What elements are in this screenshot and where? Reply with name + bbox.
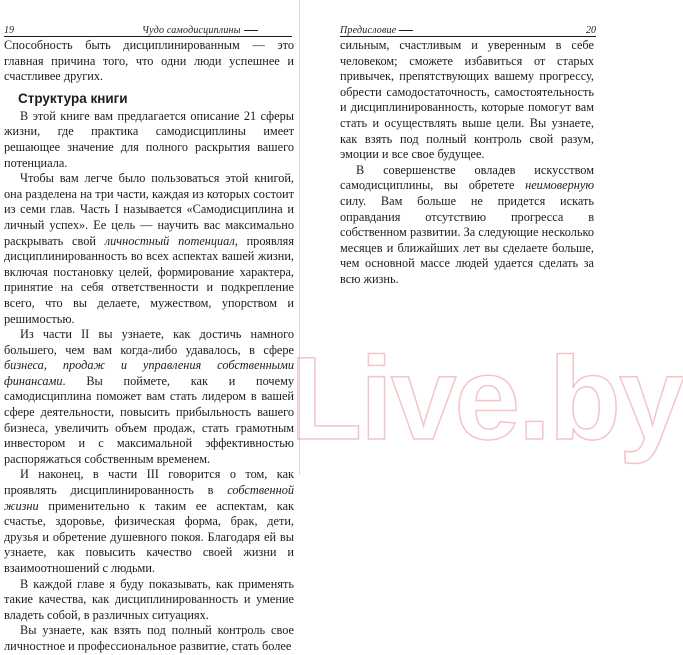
paragraph: Из части II вы узнаете, как достичь намного большего, чем вам когда-либо удавалось, в сфере бизнеса, продаж и управления собственными финансами. Вы поймете, как и почему самодисциплина поможет вам стать лидером в вашей сфере деятельности, повысить прибыльность вашего бизнеса, увеличить объем продаж, стать грамотным инвестором и с максимальной эффективностью распоряжаться собственным временем.	[4, 327, 294, 466]
left-page	[0, 0, 300, 653]
watermark: Live.by	[290, 333, 683, 465]
section-heading: Структура книги	[18, 90, 128, 106]
header-rule	[340, 36, 596, 37]
paragraph: В каждой главе я буду показывать, как применять такие качества, как дисциплинированность и умение владеть собой, в различных ситуациях.	[4, 576, 294, 622]
paragraph: В этой книге вам предлагается описание 21 сферы жизни, где практика самодисциплины имеет решающее значение для полного раскрытия вашего потенциала.	[4, 108, 294, 170]
page-number: 20	[586, 25, 596, 36]
running-title: Предисловие	[340, 26, 416, 36]
paragraph: И наконец, в части III говорится о том, как проявлять дисциплинированность в собственной жизни применительно к таким ее аспектам, как счастье, здоровье, физическая форма, брак, дети, друзья и обретение душевного покоя. Благодаря ей вы узнаете, как повысить качество своей жизни и взаимоотношений с людьми.	[4, 467, 294, 575]
paragraph: Чтобы вам легче было пользоваться этой книгой, она разделена на три части, каждая из которых состоит из семи глав. Часть I называется «Самодисциплина и личный успех». Ее цель — научить вас максимально раскрывать свой личностный потенциал, проявляя дисциплинированность во всех аспектах вашей жизни, включая постановку целей, формирование характера, принятие на себя ответственности и подкрепление всего, что вы делаете, мужеством, упорством и решимостью.	[4, 171, 294, 326]
page-number: 19	[4, 25, 14, 36]
paragraph: сильным, счастливым и уверенным в себе человеком; сможете избавиться от старых привычек, препятствующих вашему прогрессу, обрести самодостаточность, самостоятельность и дисциплинированность, которые помогут вам стать и осуществлять выше цели. Вы узнаете, как взять под полный контроль свой разум, эмоции и все свое будущее.	[340, 38, 594, 162]
running-title: Чудо самодисциплины	[142, 26, 261, 36]
paragraph: Вы узнаете, как взять под полный контроль свое личностное и профессиональное развитие, стать более	[4, 623, 294, 653]
paragraph: Способность быть дисциплинированным — это главная причина того, что одни люди успешнее и счастливее других.	[4, 38, 294, 84]
right-page	[300, 0, 600, 475]
header-rule	[4, 36, 292, 37]
left-page-body	[4, 38, 294, 655]
right-page-header	[340, 26, 596, 38]
left-page-header	[4, 26, 292, 38]
right-page-body	[340, 38, 594, 288]
paragraph: В совершенстве овладев искусством самодисциплины, вы обретете неимоверную силу. Вам больше не придется искать оправдания отсутствию прогресса в собственном развитии. За следующие несколько месяцев и ближайших лет вы сделаете больше, чем основной массе людей удается сделать за всю жизнь.	[340, 162, 594, 286]
